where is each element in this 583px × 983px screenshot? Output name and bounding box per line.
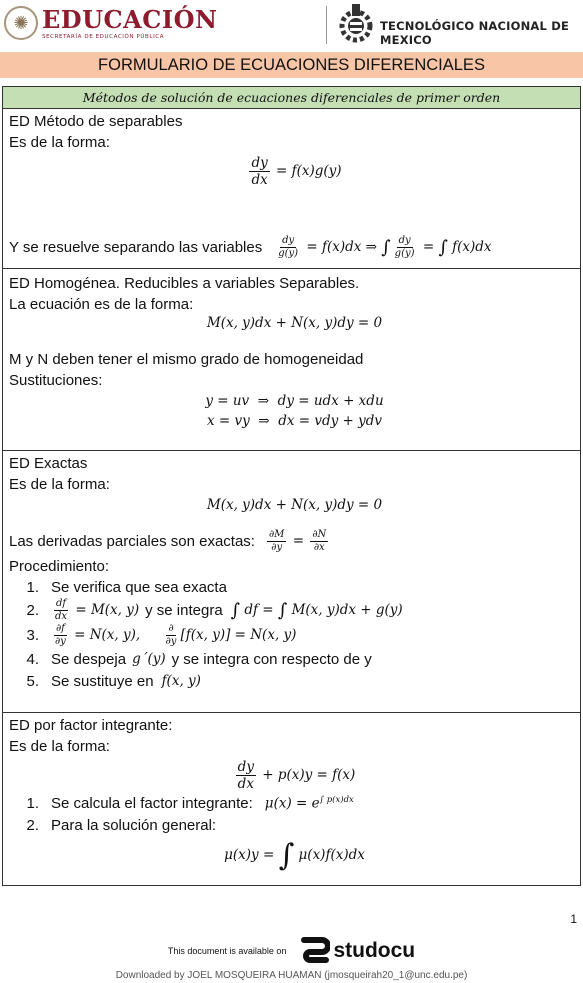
section-title: ED por factor integrante:: [9, 717, 173, 734]
equation-parciales: $\frac{\partial M}{\partial y}$ = $\frac{\partial N}{\partial x}$: [268, 529, 327, 553]
step-4: 4. Se despeja g´(y) y se integra con respecto de y: [26, 650, 372, 668]
section-factor-integrante: [3, 715, 580, 895]
step-2: 2. $\frac{df}{dx}$ = M(x, y) y se integra ∫ df = ∫ M(x, y)dx + g(y): [26, 598, 403, 622]
factor-step-2: 2. Para la solución general:: [26, 816, 217, 834]
step-3: 3. $\frac{\partial f}{\partial y}$ = N(x, y), $\frac{\partial}{\partial y}$ [f(x, y)] = N(x, y): [26, 623, 297, 647]
parciales-text: Las derivadas parciales son exactas:: [9, 533, 255, 550]
sep-logo: [4, 6, 217, 40]
section-title: ED Homogénea. Reducibles a variables Separables.: [9, 275, 360, 292]
form-label: Es de la forma:: [9, 738, 110, 755]
equation-factor: $\mu(x) = e^{\int p(x)dx}$: [264, 794, 354, 812]
equation-step-2b: ∫ df = ∫ M(x, y)dx + g(y): [230, 600, 403, 621]
step-1: 1. Se verifica que sea exacta: [26, 579, 227, 596]
section-exactas: [3, 453, 580, 713]
studocu-brand: studocu: [333, 939, 416, 962]
national-seal-icon: ✺: [4, 6, 38, 40]
equation-step-4: g´(y): [132, 651, 166, 667]
equation-lineal: $\frac{dy}{dx}$ + p(x)y = f(x): [237, 759, 356, 792]
section-title: ED Exactas: [9, 455, 88, 472]
step-5: 5. Se sustituye en f(x, y): [26, 672, 201, 690]
sust-label: Sustituciones:: [9, 372, 103, 389]
parciales-row: [9, 529, 580, 554]
equation-sustitucion-1: y = uv ⇒ dy = udx + xdu: [205, 393, 384, 409]
equation-step-2a: $\frac{df}{dx}$ = M(x, y): [55, 598, 140, 622]
equation-exacta: M(x, y)dx + N(x, y)dy = 0: [206, 497, 383, 513]
equation-separated: $\frac{dy}{g(y)}$ = f(x)dx ⇒ ∫ $\frac{dy}{g(y)}$ = ∫ f(x)dx: [278, 235, 492, 259]
document-title: FORMULARIO DE ECUACIONES DIFERENCIALES: [0, 52, 583, 78]
equation-solucion-general: μ(x)y = ∫ μ(x)f(x)dx: [224, 838, 365, 873]
solve-text: Y se resuelve separando las variables: [9, 239, 263, 256]
solve-row: [9, 235, 492, 260]
equation-step-5: f(x, y): [161, 673, 201, 689]
equation-sustitucion-2: x = vy ⇒ dx = vdy + ydv: [206, 413, 383, 429]
form-label: La ecuación es de la forma:: [9, 296, 194, 313]
section-title: ED Método de separables: [9, 113, 183, 130]
page-number: 1: [570, 912, 577, 926]
tecnm-name: TECNOLÓGICO NACIONAL DE MEXICO: [380, 19, 570, 47]
studocu-mark-icon: [300, 936, 330, 966]
section-homogenea: [3, 273, 580, 451]
factor-step-1: 1. Se calcula el factor integrante: $\mu(x) = e^{\int p(x)dx}$: [26, 794, 354, 812]
equation-homogenea: M(x, y)dx + N(x, y)dy = 0: [206, 315, 383, 331]
available-text: This document is available on: [167, 946, 287, 956]
equation-step-3: $\frac{\partial f}{\partial y}$ = N(x, y), $\frac{\partial}{\partial y}$ [f(x, y)] = N(x, y): [55, 623, 297, 647]
formulario-box: [2, 86, 581, 886]
proc-label: Procedimiento:: [9, 558, 110, 575]
studocu-logo[interactable]: [300, 936, 415, 966]
sep-title: EDUCACIÓN: [42, 4, 218, 34]
form-label: Es de la forma:: [9, 476, 110, 493]
header-divider: [326, 6, 327, 44]
form-label: Es de la forma:: [9, 134, 110, 151]
section-subtitle: Métodos de solución de ecuaciones diferenciales de primer orden: [3, 87, 580, 109]
downloaded-by: Downloaded by JOEL MOSQUEIRA HUAMAN (jmosqueirah20_1@unc.edu.pe): [115, 970, 468, 981]
grado-text: M y N deben tener el mismo grado de homogeneidad: [9, 351, 364, 368]
tecnm-gear-icon: [338, 2, 374, 48]
equation-separable: $\frac{dy}{dx}$ = f(x)g(y): [251, 155, 342, 188]
page-header: [0, 0, 583, 52]
section-separables: [3, 111, 580, 269]
sep-subtitle: SECRETARÍA DE EDUCACIÓN PÚBLICA: [42, 33, 165, 40]
studocu-footer: [0, 936, 583, 966]
